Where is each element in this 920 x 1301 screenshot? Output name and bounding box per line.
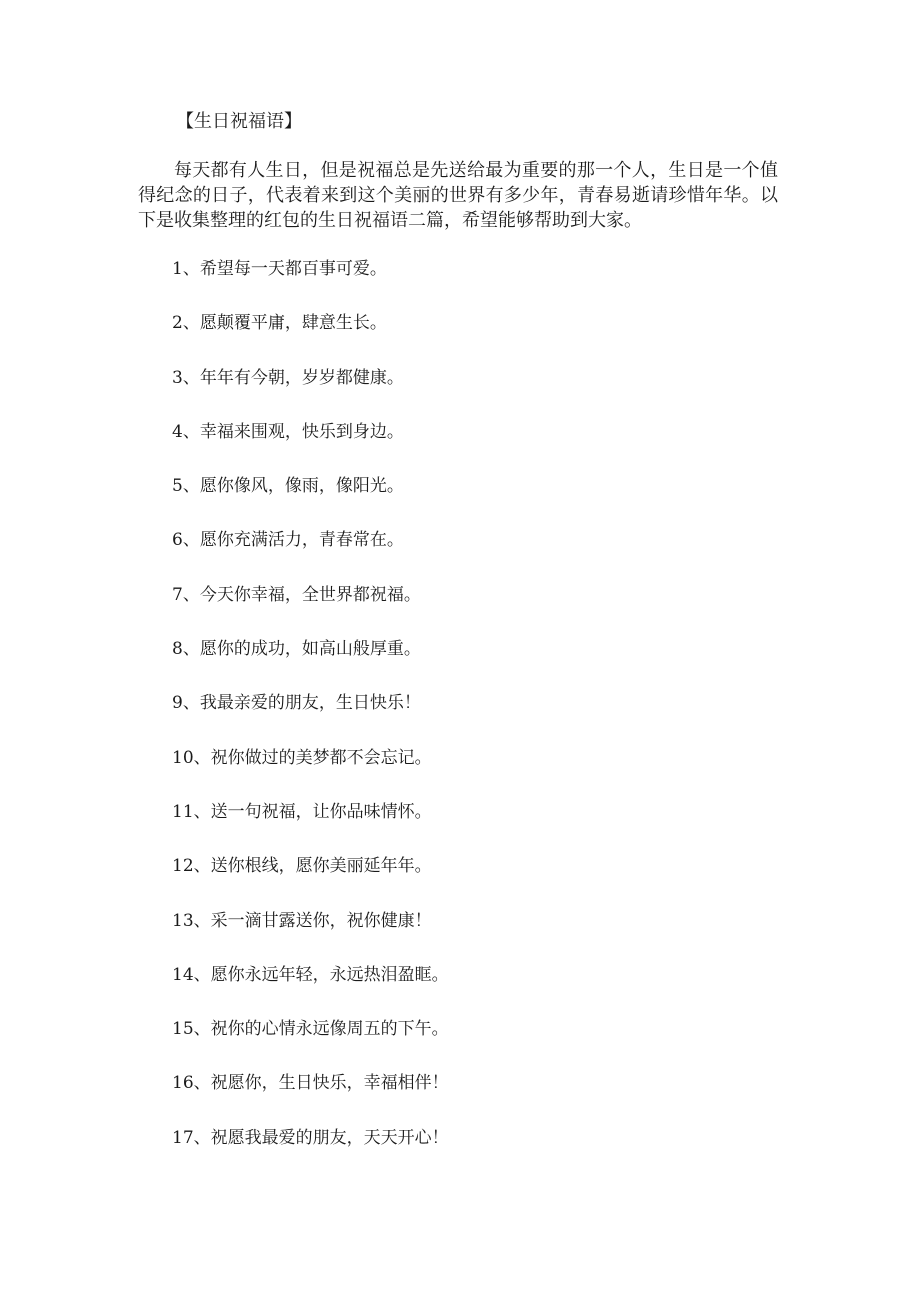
list-item: 10、祝你做过的美梦都不会忘记。 (172, 747, 432, 768)
list-item: 2、愿颠覆平庸，肆意生长。 (172, 313, 387, 334)
list-item: 6、愿你充满活力，青春常在。 (172, 530, 404, 551)
list-item: 15、祝你的心情永远像周五的下午。 (172, 1019, 449, 1040)
list-item: 3、年年有今朝，岁岁都健康。 (172, 367, 404, 388)
document-title: 【生日祝福语】 (176, 111, 302, 132)
list-item: 9、我最亲爱的朋友，生日快乐！ (172, 693, 421, 714)
list-item: 13、采一滴甘露送你，祝你健康！ (172, 910, 432, 931)
intro-paragraph: 每天都有人生日，但是祝福总是先送给最为重要的那一个人，生日是一个值得纪念的日子，代表着来到这个美丽的世界有多少年，青春易逝请珍惜年华。以下是收集整理的红包的生日祝福语二篇，希望能够帮助到大家。 (138, 160, 778, 231)
list-item: 16、祝愿你，生日快乐，幸福相伴！ (172, 1073, 449, 1094)
wishes-list (172, 256, 449, 1179)
list-item: 12、送你根线，愿你美丽延年年。 (172, 856, 432, 877)
list-item: 7、今天你幸福，全世界都祝福。 (172, 584, 421, 605)
list-item: 11、送一句祝福，让你品味情怀。 (172, 801, 432, 822)
list-item: 14、愿你永远年轻，永远热泪盈眶。 (172, 964, 449, 985)
list-item: 8、愿你的成功，如高山般厚重。 (172, 639, 421, 660)
list-item: 1、希望每一天都百事可爱。 (172, 259, 387, 279)
list-item: 17、祝愿我最爱的朋友，天天开心！ (172, 1127, 449, 1148)
list-item: 5、愿你像风，像雨，像阳光。 (172, 476, 404, 497)
list-item: 4、幸福来围观，快乐到身边。 (172, 421, 404, 442)
